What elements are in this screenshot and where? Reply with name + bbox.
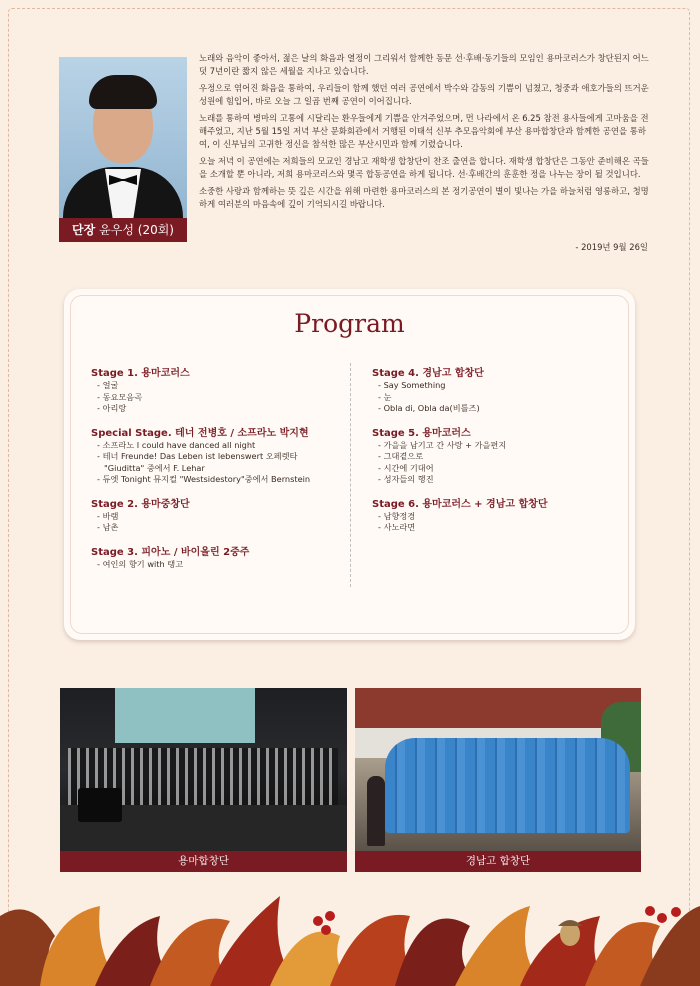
stage-heading: Stage 1. 용마코러스 xyxy=(91,368,190,379)
program-card xyxy=(64,289,635,640)
letter-paragraph: 노래를 통하여 병마의 고통에 시달리는 환우들에게 기쁨을 안겨주었으며, 먼 나라에서 온 6.25 참전 용사들에게 고마움을 전해주었고, 지난 5월 15일 저녁 부산 문화회관에서 거행된 이태석 신부 추모음악회에 부산 용마합창단과 함께한 공연을 통하여, 이 신부님의 고귀한 정신을 참석한 많은 부산시민과 함께 기렸습니다. xyxy=(199,113,649,149)
stage-heading: Stage 5. 용마코러스 xyxy=(372,427,471,439)
program-item: - 얼굴 xyxy=(97,380,341,392)
stage-heading: Stage 6. 용마코러스 + 경남고 합창단 xyxy=(372,498,548,510)
program-item: - 사노라면 xyxy=(378,522,622,534)
program-item: - Say Something xyxy=(378,380,622,392)
greeting-letter xyxy=(199,52,651,215)
autumn-leaves-decoration xyxy=(0,876,700,986)
kyungnam-choir-photo xyxy=(355,688,641,872)
stage-heading: Stage 4. 경남고 합창단 xyxy=(372,368,484,379)
leaf-icon xyxy=(0,896,700,986)
program-stage xyxy=(372,424,622,486)
letter-paragraph: 소중한 사랑과 함께하는 뜻 깊은 시간을 위해 마련한 용마코러스의 본 정기공연이 별이 빛나는 가을 하늘처럼 영롱하고, 청명하게 여러분의 마음속에 깊이 기억되시길 바랍니다. xyxy=(199,186,649,209)
photo-caption: 경남고 합창단 xyxy=(355,851,641,872)
program-item: - 소프라노 I could have danced all night xyxy=(97,440,341,452)
letter-paragraph: 오늘 저녁 이 공연에는 저희들의 모교인 경남고 재학생 합창단이 찬조 출연을 합니다. 재학생 합창단은 그동안 준비해온 곡들을 소개할 뿐 아니라, 저희 용마코러스와 몇곡 합동공연을 하게 됩니다. 선·후배간의 훈훈한 정을 나누는 장이 될 것입니다. xyxy=(199,156,649,179)
program-item: - 눈 xyxy=(378,392,622,404)
conductor-portrait xyxy=(59,57,187,239)
photo-caption: 용마합창단 xyxy=(60,851,347,872)
stage-heading: Stage 2. 용마중창단 xyxy=(91,498,190,510)
program-column-right xyxy=(372,364,622,543)
stage-heading: Stage 3. 피아노 / 바이올린 2중주 xyxy=(91,546,250,558)
program-stage xyxy=(372,364,622,415)
program-item: - 성자들의 행진 xyxy=(378,474,622,486)
program-item: - 동요모음곡 xyxy=(97,392,341,404)
program-item: - 그대곁으로 xyxy=(378,451,622,463)
program-item: - 가을을 남기고 간 사랑 + 가을편지 xyxy=(378,440,622,452)
program-stage xyxy=(91,424,341,486)
program-stage xyxy=(372,495,622,534)
program-stage xyxy=(91,495,341,534)
program-stage xyxy=(91,543,341,571)
program-item: - 바램 xyxy=(97,511,341,523)
program-title: Program xyxy=(294,309,405,338)
conductor-name: 윤우성 (20회) xyxy=(99,223,174,237)
letter-paragraph: 노래와 음악이 좋아서, 젊은 날의 화음과 열정이 그리워서 함께한 동문 선·후배·동기들의 모임인 용마코러스가 창단된지 어느덧 7년이란 짧지 않은 세월을 지나고 있습니다. xyxy=(199,53,649,76)
yongma-choir-photo xyxy=(60,688,347,872)
program-item: "Giuditta" 중에서 F. Lehar xyxy=(104,462,205,473)
stage-heading: Special Stage. 테너 전병호 / 소프라노 박지현 xyxy=(91,427,309,439)
conductor-title: 단장 xyxy=(71,223,96,237)
letter-date: - 2019년 9월 26일 xyxy=(575,242,648,252)
program-column-left xyxy=(91,364,341,579)
program-item: - 남촌 xyxy=(97,522,341,534)
program-item: - 듀엣 Tonight 뮤지컬 "Westsidestory"중에서 Bernstein xyxy=(97,474,341,486)
letter-paragraph: 우정으로 엮어진 화음을 통하여, 우리들이 함께 했던 여러 공연에서 박수와 감동의 기쁨이 넘쳤고, 청중과 애호가들의 뜨거운 성원에 힘입어, 바로 오늘 그 일곱 번째 공연이 이어집니다. xyxy=(199,83,649,106)
program-item: - 남향정경 xyxy=(378,511,622,523)
conductor-name-banner xyxy=(59,218,187,242)
program-item: - 아리랑 xyxy=(97,403,341,415)
program-item: - 테너 Freunde! Das Leben ist lebenswert 오페렛타 xyxy=(97,451,341,463)
program-stage xyxy=(91,364,341,415)
program-item: - Obla di, Obla da(비틀즈) xyxy=(378,403,622,415)
program-divider xyxy=(350,363,351,587)
program-item: - 여인의 향기 with 탱고 xyxy=(97,559,341,571)
program-item: - 시간에 기대어 xyxy=(378,463,622,475)
